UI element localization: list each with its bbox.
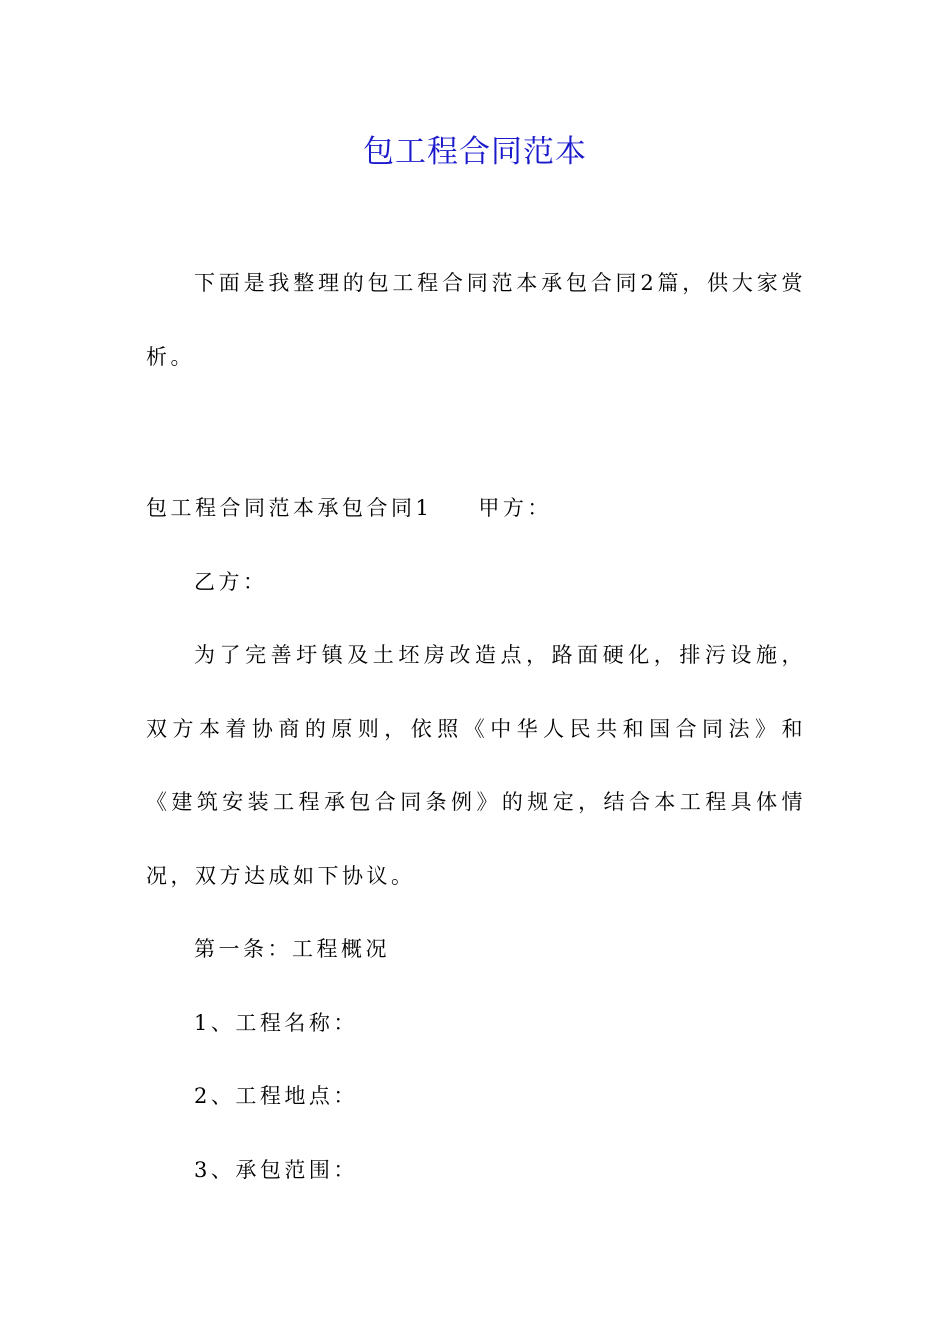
party-a-label: 甲方： <box>478 496 552 520</box>
article-1-heading: 第一条：工程概况 <box>194 937 390 961</box>
contract-1-block <box>146 472 806 1207</box>
intro-block <box>146 247 806 394</box>
item-contract-scope: 3、承包范围： <box>194 1157 358 1182</box>
contract-1-heading-line <box>146 472 806 546</box>
item-project-location: 2、工程地点： <box>194 1084 358 1108</box>
contract-1-heading: 包工程合同范本承包合同1 <box>146 496 433 520</box>
preamble-paragraph: 为了完善圩镇及土坯房改造点，路面硬化，排污设施，双方本着协商的原则，依照《中华人民共和国合同法》和《建筑安装工程承包合同条例》的规定，结合本工程具体情况，双方达成如下协议。 <box>146 643 806 888</box>
party-b-label: 乙方： <box>194 569 268 594</box>
intro-paragraph: 下面是我整理的包工程合同范本承包合同2篇，供大家赏析。 <box>146 271 806 369</box>
item-project-name: 1、工程名称： <box>194 1010 358 1035</box>
document-title: 包工程合同范本 <box>363 134 587 170</box>
